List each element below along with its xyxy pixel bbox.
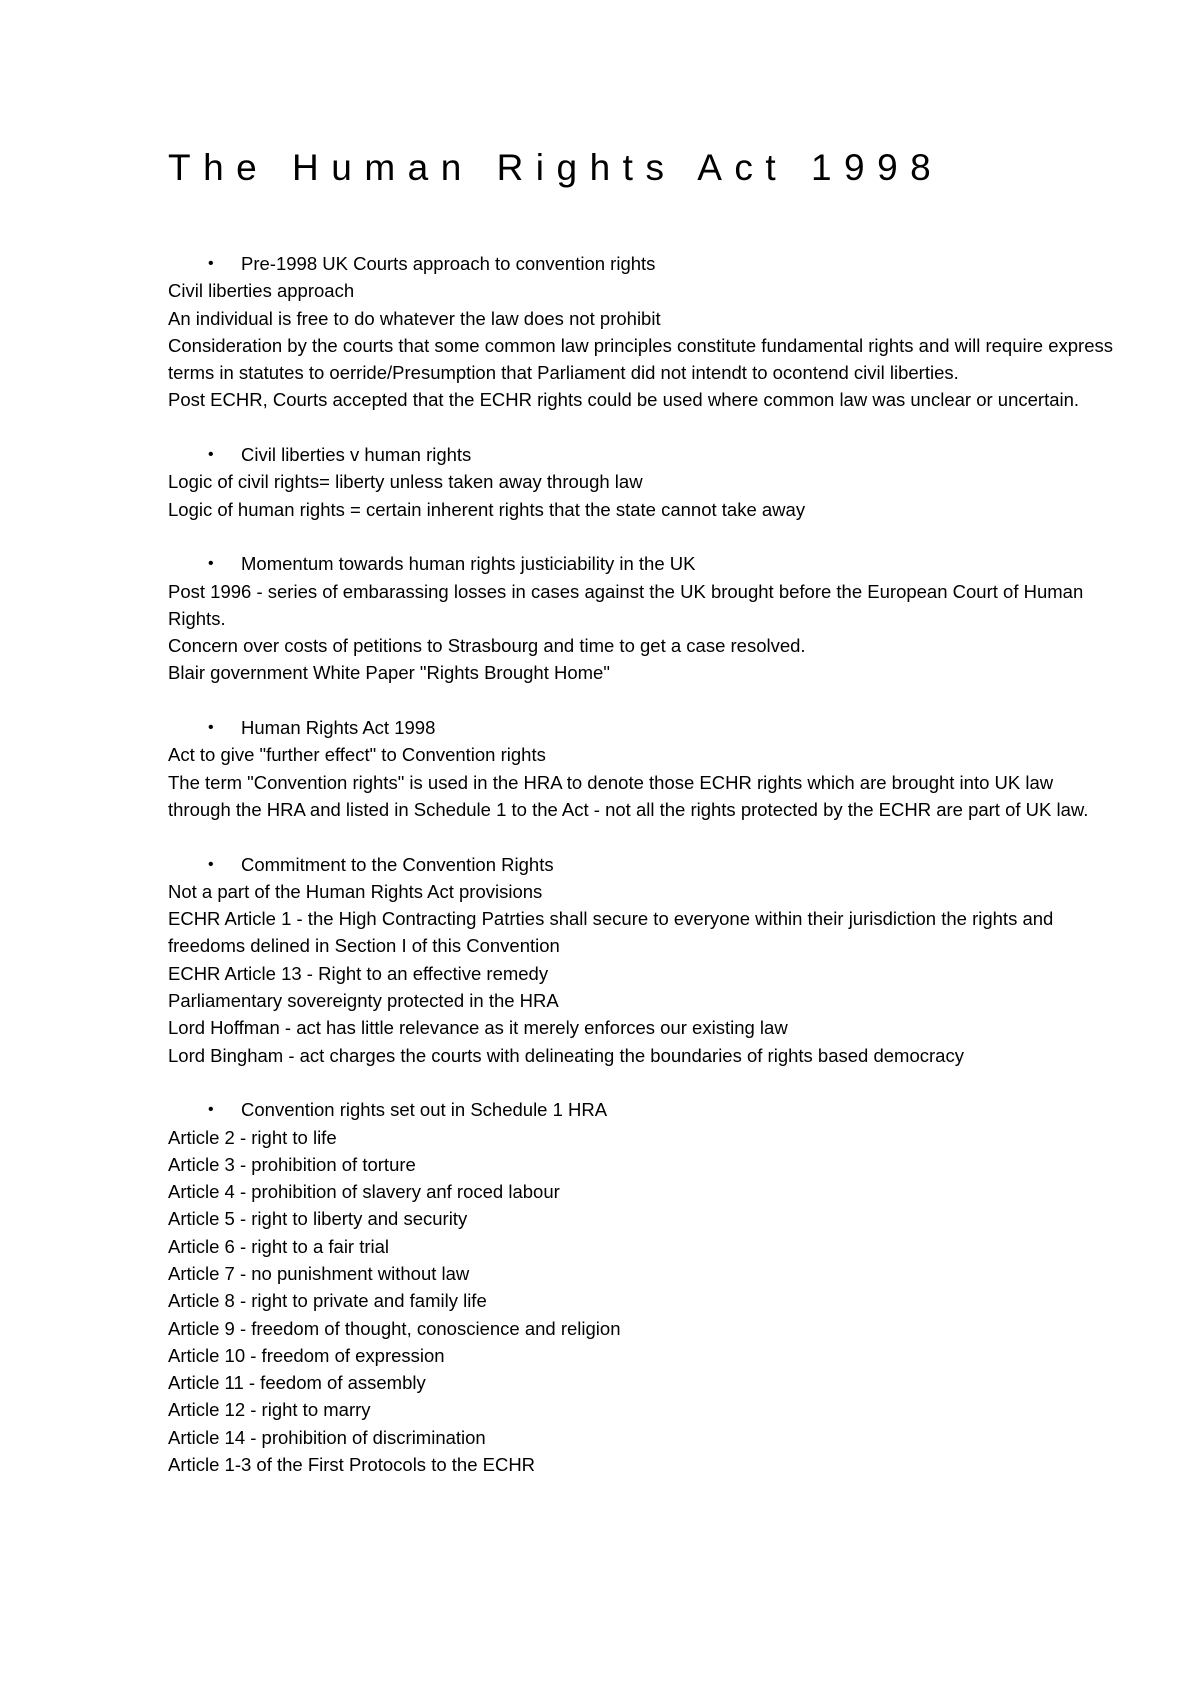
body-line: Article 12 - right to marry: [168, 1399, 371, 1421]
body-line: Article 10 - freedom of expression: [168, 1344, 445, 1366]
body-line: Article 14 - prohibition of discrimination: [168, 1426, 486, 1448]
section: [168, 250, 1118, 414]
section-heading-text: Commitment to the Convention Rights: [241, 853, 554, 875]
body-line: Article 2 - right to life: [168, 1126, 337, 1148]
document-title: The Human Rights Act 1998: [168, 147, 944, 188]
body-line: The term "Convention rights" is used in the HRA to denote those ECHR rights which are brought into UK law through the HRA and listed in Schedule 1 to the Act - not all the rights protected by the ECHR are part of UK law.: [168, 771, 1089, 820]
document-body: [168, 250, 1118, 1506]
body-line: Consideration by the courts that some common law principles constitute fundamental rights and will require express terms in statutes to oerride/Presumption that Parliament did not intendt to ocontend civil liberties.: [168, 334, 1113, 384]
body-line: Logic of human rights = certain inherent rights that the state cannot take away: [168, 498, 806, 520]
bullet-icon: •: [208, 255, 214, 272]
section-heading: [168, 250, 1118, 277]
body-line: Article 6 - right to a fair trial: [168, 1235, 390, 1257]
section: [168, 441, 1118, 523]
body-line: Civil liberties approach: [168, 280, 355, 302]
body-line: Blair government White Paper "Rights Brought Home": [168, 662, 610, 684]
body-line: Act to give "further effect" to Convention rights: [168, 744, 546, 766]
body-line: Article 8 - right to private and family life: [168, 1290, 487, 1312]
body-line: Article 11 - feedom of assembly: [168, 1372, 426, 1394]
section: [168, 550, 1118, 686]
body-line: Not a part of the Human Rights Act provisions: [168, 880, 543, 902]
section-heading: [168, 1096, 1118, 1123]
bullet-icon: •: [208, 446, 214, 464]
body-line: An individual is free to do whatever the law does not prohibit: [168, 307, 661, 329]
section-heading-text: Pre-1998 UK Courts approach to convention rights: [241, 253, 656, 274]
section-heading-text: Momentum towards human rights justiciability in the UK: [241, 553, 696, 575]
body-line: Article 9 - freedom of thought, conoscience and religion: [168, 1317, 621, 1339]
body-line: ECHR Article 13 - Right to an effective remedy: [168, 962, 549, 984]
section: [168, 714, 1118, 823]
section-heading-text: Convention rights set out in Schedule 1 HRA: [241, 1099, 608, 1121]
body-line: Parliamentary sovereignty protected in the HRA: [168, 990, 559, 1012]
body-line: Article 7 - no punishment without law: [168, 1262, 470, 1284]
body-line: Post 1996 - series of embarassing losses in cases against the UK brought before the European Court of Human Rights.: [168, 580, 1084, 629]
body-line: Article 5 - right to liberty and security: [168, 1208, 468, 1230]
body-line: Concern over costs of petitions to Strasbourg and time to get a case resolved.: [168, 635, 806, 657]
section: [168, 851, 1118, 1069]
section: [168, 1096, 1118, 1478]
body-line: Article 1-3 of the First Protocols to the ECHR: [168, 1454, 536, 1476]
section-heading: [168, 441, 1118, 468]
section-heading: [168, 714, 1118, 741]
body-line: Lord Hoffman - act has little relevance as it merely enforces our existing law: [168, 1017, 788, 1039]
section-heading: [168, 851, 1118, 878]
body-line: Article 4 - prohibition of slavery anf roced labour: [168, 1181, 560, 1203]
body-line: Post ECHR, Courts accepted that the ECHR rights could be used where common law was unclear or uncertain.: [168, 389, 1080, 411]
body-line: Lord Bingham - act charges the courts with delineating the boundaries of rights based democracy: [168, 1044, 964, 1066]
bullet-icon: •: [208, 1101, 214, 1119]
section-heading-text: Civil liberties v human rights: [241, 444, 472, 466]
section-heading-text: Human Rights Act 1998: [241, 717, 436, 739]
bullet-icon: •: [208, 855, 214, 873]
body-line: Logic of civil rights= liberty unless taken away through law: [168, 471, 643, 493]
bullet-icon: •: [208, 719, 214, 737]
body-line: Article 3 - prohibition of torture: [168, 1153, 416, 1175]
section-heading: [168, 550, 1118, 577]
body-line: ECHR Article 1 - the High Contracting Patrties shall secure to everyone within their jurisdiction the rights and freedoms delined in Section I of this Convention: [168, 908, 1054, 957]
bullet-icon: •: [208, 555, 214, 573]
